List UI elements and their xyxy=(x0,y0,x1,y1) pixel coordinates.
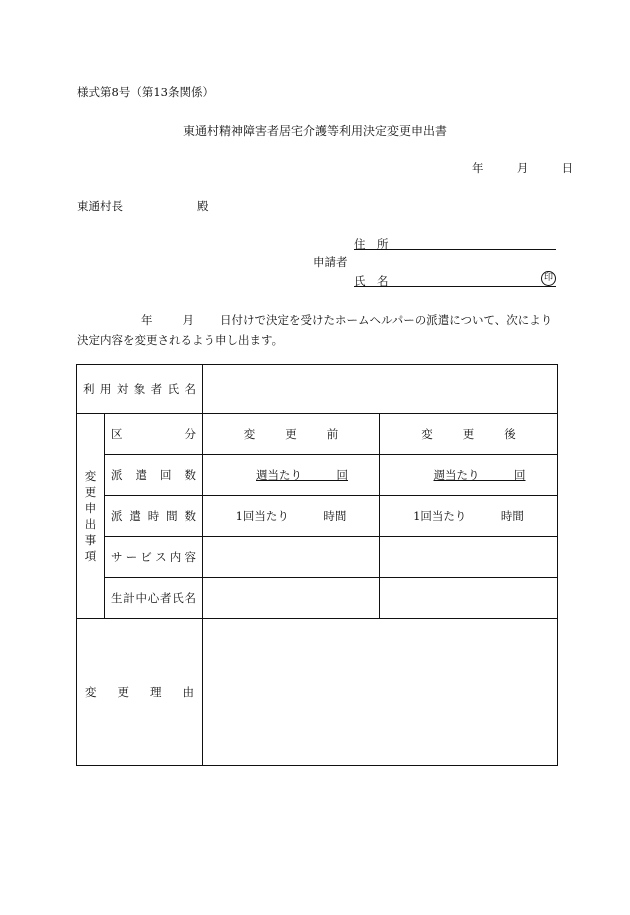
service-label: サービス内容 xyxy=(105,537,203,578)
addressee-honorific: 殿 xyxy=(197,199,209,213)
applicant-label: 申請者 xyxy=(313,255,348,269)
service-after-field[interactable] xyxy=(380,537,558,578)
address-field[interactable] xyxy=(354,249,556,250)
carer-before-field[interactable] xyxy=(203,578,380,619)
statement-month: 月 xyxy=(182,313,194,327)
change-request-table xyxy=(76,364,558,766)
statement-year: 年 xyxy=(141,313,153,327)
carer-name-label: 生計中心者氏名 xyxy=(105,578,203,619)
hours-before-field[interactable]: 1回当たり 時間 xyxy=(203,496,380,537)
after-change-header: 変 更 後 xyxy=(380,414,558,455)
document-title: 東通村精神障害者居宅介護等利用決定変更申出書 xyxy=(182,124,447,138)
user-name-label: 利用対象者氏名 xyxy=(77,365,203,414)
frequency-label: 派遣回数 xyxy=(105,455,203,496)
form-number: 様式第8号（第13条関係） xyxy=(77,85,214,99)
date-month: 月 xyxy=(516,161,529,175)
change-items-label: 変 更 申 出 事 項 xyxy=(77,414,105,619)
reason-label: 変更理由 xyxy=(77,619,203,766)
before-change-header: 変 更 前 xyxy=(203,414,380,455)
user-name-field[interactable] xyxy=(203,365,558,414)
category-label: 区分 xyxy=(105,414,203,455)
addressee-name: 東通村長 xyxy=(77,199,123,213)
hours-label: 派遣時間数 xyxy=(105,496,203,537)
request-statement xyxy=(77,310,559,350)
name-label: 氏 名 xyxy=(354,274,389,288)
service-before-field[interactable] xyxy=(203,537,380,578)
address-label: 住 所 xyxy=(354,237,389,251)
name-field[interactable] xyxy=(354,286,556,287)
statement-text: 日付けで決定を受けたホームヘルパーの派遣について、次により決定内容を変更されるよう申し出ます。 xyxy=(77,313,553,347)
date-day: 日 xyxy=(561,161,574,175)
carer-after-field[interactable] xyxy=(380,578,558,619)
reason-field[interactable] xyxy=(203,619,558,766)
frequency-before-field[interactable]: 週当たり 回 xyxy=(203,455,380,496)
date-year: 年 xyxy=(472,161,484,175)
frequency-after-field[interactable]: 週当たり 回 xyxy=(380,455,558,496)
seal-mark: 印 xyxy=(541,271,556,286)
hours-after-field[interactable]: 1回当たり 時間 xyxy=(380,496,558,537)
date-line xyxy=(472,160,573,176)
